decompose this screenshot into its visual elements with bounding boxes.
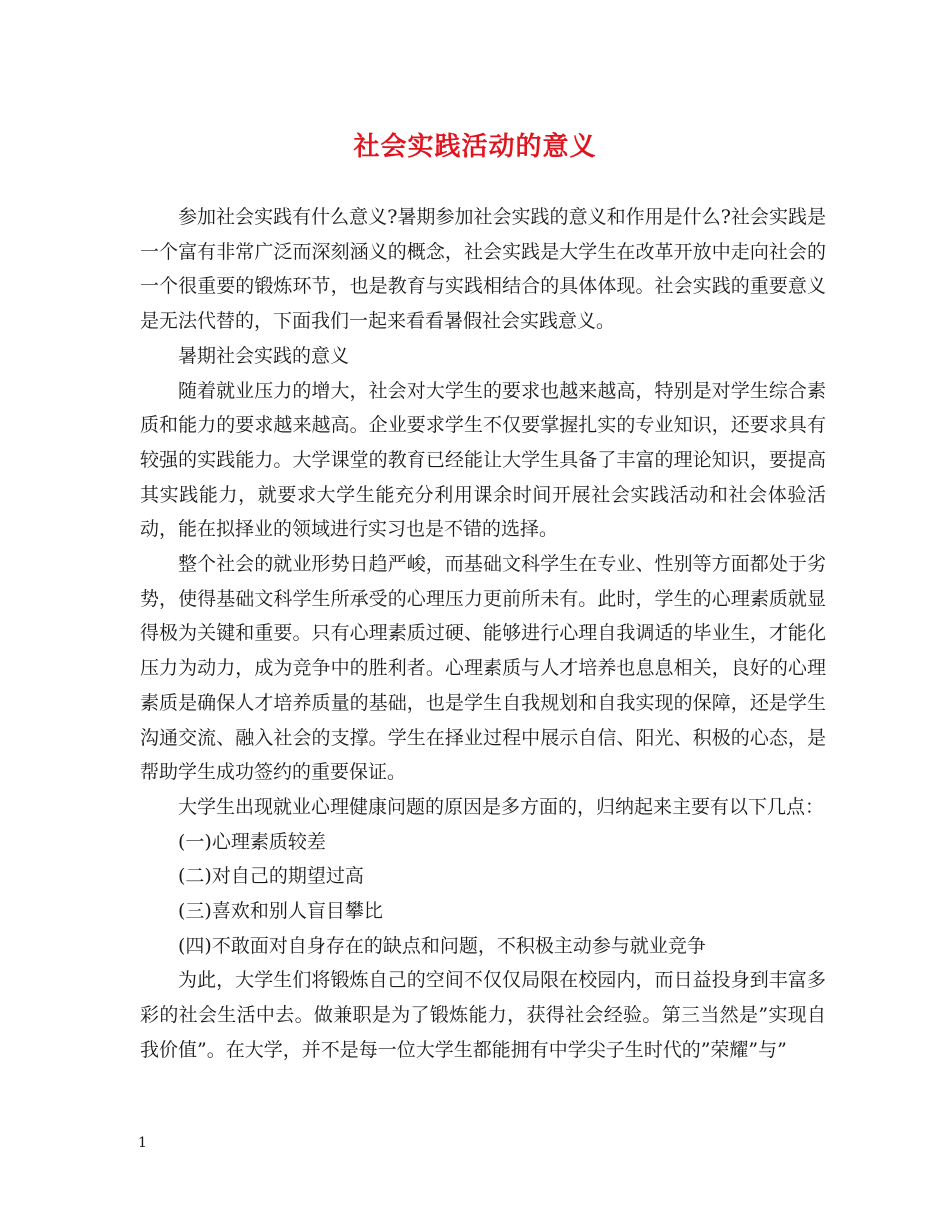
page-number: 1	[138, 1135, 147, 1151]
paragraph-conclusion: 为此，大学生们将锻炼自己的空间不仅仅局限在校园内，而日益投身到丰富多彩的社会生活中去。做兼职是为了锻炼能力，获得社会经验。第三当然是”实现自我价值”。在大学，并不是每一位大学生都能拥有中学尖子生时代的”荣耀”与”	[140, 969, 826, 1061]
list-item-cause-2: (二)对自己的期望过高	[178, 865, 364, 888]
document-title: 社会实践活动的意义	[353, 132, 597, 162]
paragraph-psychological-quality: 整个社会的就业形势日趋严峻，而基础文科学生在专业、性别等方面都处于劣势，使得基础文科学生所承受的心理压力更前所未有。此时，学生的心理素质就显得极为关键和重要。只有心理素质过硬、能够进行心理自我调适的毕业生，才能化压力为动力，成为竞争中的胜利者。心理素质与人才培养也息息相关，良好的心理素质是确保人才培养质量的基础，也是学生自我规划和自我实现的保障，还是学生沟通交流、融入社会的支撑。学生在择业过程中展示自信、阳光、积极的心态，是帮助学生成功签约的重要保证。	[140, 553, 826, 784]
paragraph-causes-intro: 大学生出现就业心理健康问题的原因是多方面的，归纳起来主要有以下几点：	[178, 795, 825, 818]
list-item-cause-1: (一)心理素质较差	[178, 830, 326, 853]
list-item-cause-3: (三)喜欢和别人盲目攀比	[178, 900, 383, 923]
paragraph-employment-pressure: 随着就业压力的增大，社会对大学生的要求也越来越高，特别是对学生综合素质和能力的要求越来越高。企业要求学生不仅要掌握扎实的专业知识，还要求具有较强的实践能力。大学课堂的教育已经能让大学生具备了丰富的理论知识，要提高其实践能力，就要求大学生能充分利用课余时间开展社会实践活动和社会体验活动，能在拟择业的领域进行实习也是不错的选择。	[140, 379, 826, 541]
paragraph-intro: 参加社会实践有什么意义?暑期参加社会实践的意义和作用是什么?社会实践是一个富有非常广泛而深刻涵义的概念，社会实践是大学生在改革开放中走向社会的一个很重要的锻炼环节，也是教育与实践相结合的具体体现。社会实践的重要意义是无法代替的，下面我们一起来看看暑假社会实践意义。	[140, 206, 826, 333]
document-body	[140, 200, 826, 1068]
paragraph-subheading: 暑期社会实践的意义	[178, 344, 350, 367]
list-item-cause-4: (四)不敢面对自身存在的缺点和问题，不积极主动参与就业竞争	[178, 934, 706, 957]
